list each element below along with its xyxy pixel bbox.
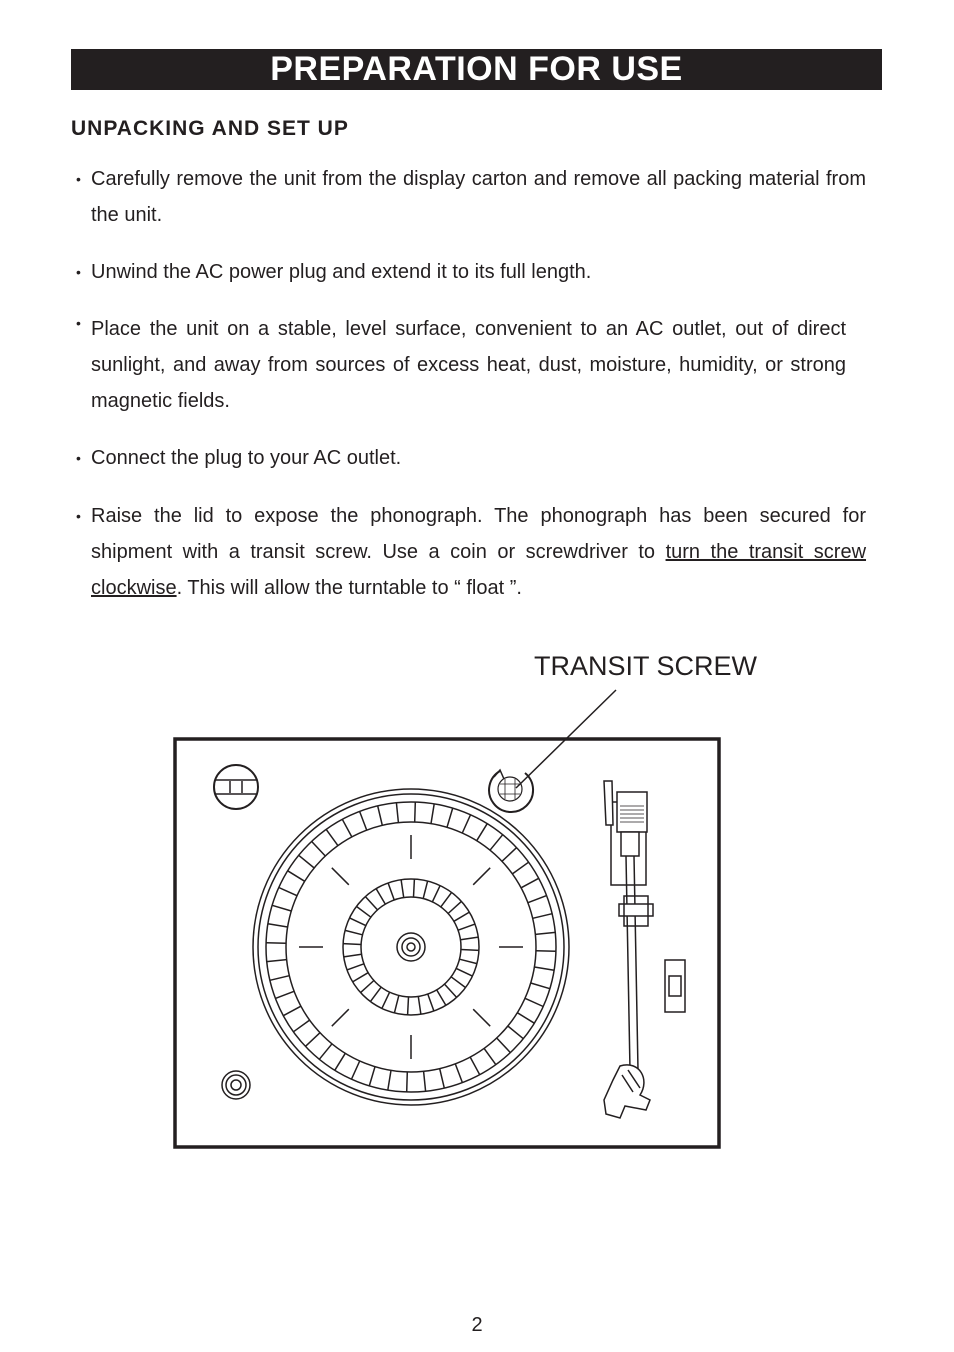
platter-rim-tick — [388, 1070, 391, 1090]
platter-rim-tick — [335, 1053, 346, 1070]
platter-hub-tick — [454, 912, 470, 921]
platter-rim-tick — [508, 1026, 524, 1039]
platter-hub-tick — [353, 973, 369, 982]
platter-rim-tick — [360, 811, 367, 830]
platter-hub-tick — [376, 889, 385, 905]
platter-rim-tick — [283, 1006, 301, 1016]
platter-hub-tick — [461, 937, 479, 940]
bullet-dot: • — [76, 508, 81, 524]
platter-rim-tick — [268, 924, 288, 927]
bullet-dot: • — [76, 315, 81, 331]
platter-rim-tick — [326, 829, 338, 845]
page-title-bar — [71, 49, 882, 90]
bullet-dot: • — [76, 171, 81, 187]
platter-rim-tick — [279, 888, 297, 896]
platter — [253, 789, 569, 1105]
platter-rim-tick — [531, 983, 550, 989]
platter-hub-tick — [451, 977, 466, 988]
bullet-dot: • — [76, 264, 81, 280]
platter-rim-tick — [477, 824, 488, 841]
platter-spoke — [332, 1009, 349, 1026]
platter-rim-tick — [415, 802, 416, 822]
platter-hub-tick — [345, 930, 362, 934]
platter-hub-tick — [408, 997, 409, 1015]
platter-hub-tick — [458, 924, 475, 930]
transit-screw-label: TRANSIT SCREW — [534, 651, 758, 681]
platter-rim-tick — [305, 1033, 320, 1047]
platter-hub-tick — [388, 883, 394, 900]
bullet-text: Carefully remove the unit from the display carton and remove all packing material from the unit. — [91, 168, 866, 226]
platter-rim-tick — [266, 943, 286, 944]
platter-rim-tick — [275, 991, 294, 998]
platter-hub-tick — [361, 981, 374, 993]
bullet-text-start: Raise the lid to expose the phonograph. The phonograph has been secured for shipment with a transit screw. Use a coin or screwdriver to — [91, 505, 866, 563]
list-item — [76, 311, 846, 419]
platter-hub-tick — [418, 997, 421, 1015]
page-number: 2 — [471, 1314, 483, 1336]
platter-hub-tick — [448, 901, 461, 913]
platter-rim-tick — [312, 841, 326, 856]
platter-hub-tick — [394, 996, 398, 1013]
underlined-instruction: turn the transit screw clockwise — [91, 541, 867, 599]
platter-rim-tick — [378, 806, 383, 825]
platter-hub-tick — [401, 880, 404, 898]
platter-rim-tick — [272, 905, 291, 911]
platter-hub-tick — [356, 906, 371, 917]
list-item — [76, 161, 866, 233]
platter-hub-tick — [347, 964, 364, 970]
platter-hub-tick — [423, 881, 427, 898]
bullet-text-end: . This will allow the turntable to “ float ”. — [176, 577, 522, 599]
platter-rim-tick — [521, 878, 539, 888]
platter-hub-tick — [382, 992, 390, 1008]
platter-spoke — [332, 868, 349, 885]
platter-rim-tick — [431, 804, 434, 824]
bullet-text: Unwind the AC power plug and extend it to its full length. — [91, 261, 592, 283]
platter-rim-tick — [293, 1020, 309, 1032]
platter-hub-tick — [344, 954, 362, 957]
platter-rim-tick — [502, 848, 517, 862]
platter-rim-tick — [396, 803, 398, 823]
bullet-text: Place the unit on a stable, level surface, convenient to an AC outlet, out of direct sunlight, and away from sources of excess heat, dust, moisture, humidity, or strong magnetic fields. — [91, 318, 846, 412]
platter-spoke — [473, 1009, 490, 1026]
turntable-diagram — [170, 680, 730, 1160]
platter-rim-tick — [407, 1072, 408, 1092]
platter-rim-tick — [525, 998, 543, 1006]
platter-rim-tick — [267, 960, 287, 962]
transit-screw-icon — [489, 770, 533, 812]
page-title: PREPARATION FOR USE — [270, 50, 683, 88]
platter-rim-tick — [490, 835, 503, 851]
platter-rim-tick — [270, 976, 289, 981]
platter-rim-tick — [528, 896, 547, 903]
platter-rim-tick — [536, 951, 556, 952]
platter-hub-tick — [460, 959, 477, 963]
platter-rim-tick — [534, 967, 554, 970]
platter-rim-tick — [424, 1071, 426, 1091]
adapter-icon — [222, 1071, 250, 1099]
platter-rim-tick — [497, 1038, 511, 1053]
platter-spoke — [473, 868, 490, 885]
platter-rim-tick — [447, 808, 453, 827]
platter-hub-tick — [461, 950, 479, 951]
platter-hub-tick — [365, 897, 377, 910]
list-item — [76, 440, 866, 476]
platter-rim-tick — [517, 1013, 534, 1024]
platter-rim-tick — [533, 914, 552, 919]
bullet-text — [91, 498, 866, 606]
platter-rim-tick — [369, 1067, 375, 1086]
list-item — [76, 254, 866, 290]
platter-rim-tick — [462, 815, 470, 833]
platter-rim-tick — [470, 1057, 480, 1075]
platter-rim-tick — [512, 862, 528, 874]
platter-hub-tick — [350, 918, 366, 926]
platter-rim-tick — [455, 1064, 462, 1083]
platter-hub-tick — [456, 968, 472, 976]
platter-rim-tick — [299, 855, 315, 868]
platter-hub-tick — [441, 892, 452, 907]
platter-rim-tick — [352, 1061, 360, 1079]
list-item — [76, 498, 866, 606]
platter-hub-tick — [432, 886, 440, 902]
platter-hub-tick — [445, 984, 457, 997]
section-heading: UNPACKING AND SET UP — [71, 117, 349, 140]
platter-rim-tick — [535, 932, 555, 934]
tonearm-icon — [604, 781, 685, 1118]
bullet-text: Connect the plug to your AC outlet. — [91, 447, 402, 469]
speed-knob-icon — [214, 765, 258, 809]
platter-rim-tick — [319, 1044, 332, 1060]
platter-hub-tick — [437, 990, 446, 1006]
platter-rim-tick — [440, 1069, 445, 1088]
platter-rim-tick — [342, 819, 352, 837]
platter-hub-tick — [414, 879, 415, 897]
platter-hub-tick — [428, 994, 434, 1011]
platter-hub-tick — [370, 987, 381, 1002]
platter-rim-tick — [288, 871, 305, 882]
bullet-dot: • — [76, 450, 81, 466]
platter-rim-tick — [484, 1048, 496, 1064]
platter-hub-tick — [343, 944, 361, 945]
